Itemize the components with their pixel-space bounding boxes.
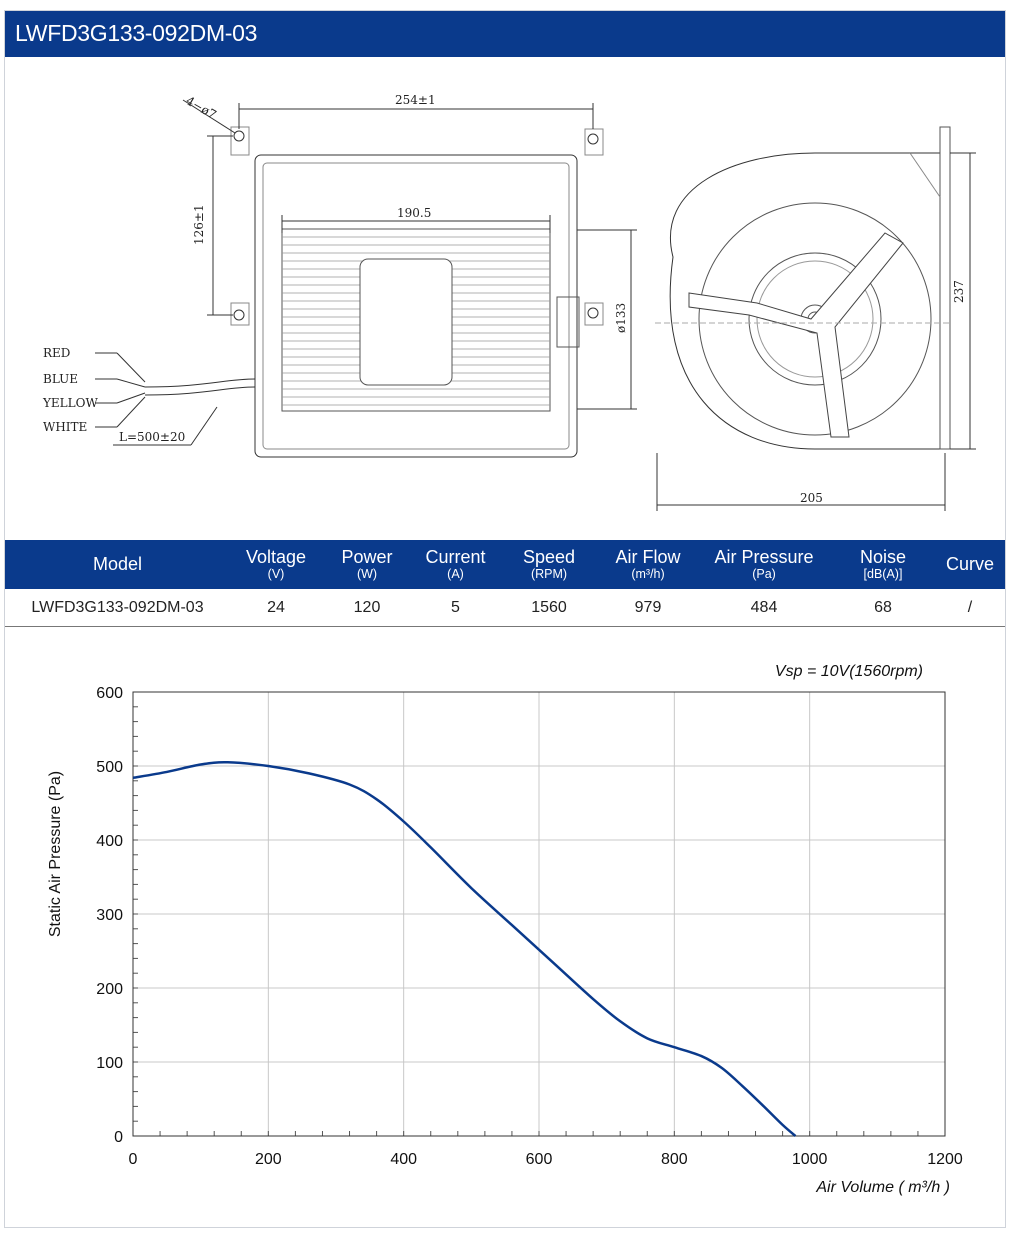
cell-voltage: 24 [267, 598, 285, 616]
chart-minor-ticks [133, 707, 918, 1136]
dim-dia-label: ø133 [614, 302, 628, 333]
wire-label: RED [43, 346, 71, 360]
x-tick-label: 1000 [791, 1151, 828, 1168]
header-power: Power (W) [341, 546, 393, 581]
header-curve: Curve [945, 554, 994, 574]
cell-speed: 1560 [531, 598, 567, 616]
x-tick-label: 200 [254, 1151, 282, 1168]
cell-current: 5 [451, 598, 460, 616]
x-tick-label: 0 [128, 1151, 138, 1168]
table-row [5, 589, 1005, 627]
header-speed: Speed (RPM) [522, 546, 576, 581]
mount-hole-icon [234, 131, 244, 141]
y-axis-label: Static Air Pressure (Pa) [47, 770, 64, 938]
header-air-flow: Air Flow (m³/h) [615, 546, 681, 581]
dim-motor-label: 190.5 [397, 206, 432, 220]
y-tick-label: 0 [114, 1129, 123, 1146]
x-tick-label: 800 [660, 1151, 688, 1168]
wire-label: WHITE [43, 420, 88, 434]
cell-model: LWFD3G133-092DM-03 [31, 598, 204, 616]
technical-drawing [5, 57, 1005, 540]
header-voltage: Voltage (V) [245, 546, 307, 581]
y-tick-label: 200 [96, 981, 123, 998]
mount-hole-icon [588, 308, 598, 318]
dim-237-label: 237 [952, 280, 966, 303]
spec-header-row [5, 540, 1005, 589]
header-current: Current (A) [425, 546, 486, 581]
cell-air-flow: 979 [634, 598, 662, 616]
y-tick-label: 500 [96, 759, 123, 776]
header-model: Model [92, 554, 143, 574]
performance-curve-chart [5, 630, 1005, 1226]
chart-annotation: Vsp = 10V(1560rpm) [774, 663, 923, 680]
header-noise: Noise [dB(A)] [859, 546, 907, 581]
dim-205-label: 205 [800, 491, 823, 505]
wire-label: YELLOW [43, 396, 98, 410]
y-axis-ticks [96, 685, 123, 1146]
x-tick-label: 1200 [927, 1151, 963, 1168]
x-tick-label: 600 [525, 1151, 553, 1168]
wire-label: BLUE [43, 372, 79, 386]
x-tick-label: 400 [390, 1151, 418, 1168]
y-tick-label: 400 [96, 833, 123, 850]
cell-air-pressure: 484 [750, 598, 778, 616]
mount-hole-icon [234, 310, 244, 320]
chart-grid [133, 692, 945, 1136]
mount-hole-icon [588, 134, 598, 144]
x-axis-ticks [129, 1151, 963, 1168]
title-bar [5, 11, 1005, 57]
dim-holes-label: 4−ø7 [183, 93, 219, 122]
spec-table [5, 540, 1005, 627]
cell-power: 120 [353, 598, 381, 616]
y-tick-label: 300 [96, 907, 123, 924]
series-line [133, 762, 795, 1136]
y-tick-label: 600 [96, 685, 123, 702]
page-title: LWFD3G133-092DM-03 [15, 20, 258, 46]
dim-width-label: 254±1 [395, 93, 436, 107]
cell-noise: 68 [874, 598, 892, 616]
dim-height-label: 126±1 [192, 204, 206, 245]
dim-lead-label: L=500±20 [119, 430, 186, 444]
cell-curve-link[interactable]: / [967, 598, 973, 616]
x-axis-label: Air Volume ( m³/h ) [816, 1179, 950, 1196]
y-tick-label: 100 [96, 1055, 123, 1072]
header-air-pressure: Air Pressure (Pa) [714, 546, 814, 581]
